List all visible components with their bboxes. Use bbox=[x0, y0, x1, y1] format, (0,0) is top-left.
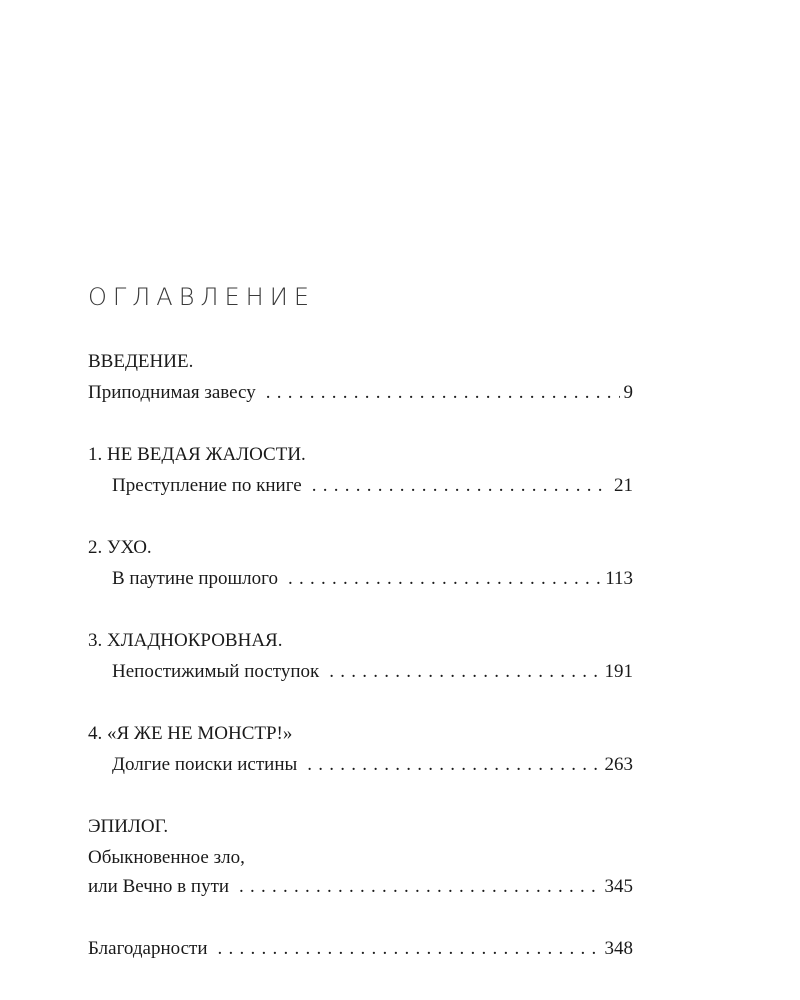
dot-leader bbox=[288, 564, 601, 593]
toc-line-text: Обыкновенное зло, bbox=[88, 847, 245, 868]
dot-leader bbox=[329, 657, 600, 686]
toc-line[interactable] bbox=[88, 657, 633, 686]
toc-line-text: или Вечно в пути bbox=[88, 876, 230, 897]
toc-entry-introduction bbox=[88, 347, 633, 407]
toc-entry-chapter-2 bbox=[88, 533, 633, 593]
toc-heading: 3. ХЛАДНОКРОВНАЯ. bbox=[88, 630, 283, 651]
page-number: 191 bbox=[604, 661, 633, 682]
page-number: 113 bbox=[605, 568, 633, 589]
toc-line[interactable] bbox=[88, 564, 633, 593]
toc-entry-chapter-3 bbox=[88, 626, 633, 686]
toc-heading: 4. «Я ЖЕ НЕ МОНСТР!» bbox=[88, 723, 293, 744]
toc-line-text: Приподнимая завесу bbox=[88, 382, 256, 403]
toc-heading: 1. НЕ ВЕДАЯ ЖАЛОСТИ. bbox=[88, 444, 306, 465]
dot-leader bbox=[266, 378, 620, 407]
toc-entry-chapter-4 bbox=[88, 719, 633, 779]
toc-line[interactable] bbox=[88, 378, 633, 407]
toc-line-text: Преступление по книге bbox=[112, 475, 302, 496]
toc-entry-epilogue bbox=[88, 812, 633, 901]
toc-entry-chapter-1 bbox=[88, 440, 633, 500]
table-of-contents bbox=[88, 347, 633, 963]
toc-line-text: Долгие поиски истины bbox=[112, 754, 298, 775]
page-number: 345 bbox=[604, 876, 633, 897]
dot-leader bbox=[218, 934, 601, 963]
toc-line[interactable] bbox=[88, 934, 633, 963]
toc-line[interactable] bbox=[88, 471, 633, 500]
toc-line-text: Непостижимый поступок bbox=[112, 661, 320, 682]
toc-line[interactable] bbox=[88, 872, 633, 901]
page-number: 9 bbox=[623, 382, 633, 403]
dot-leader bbox=[307, 750, 600, 779]
page-number: 348 bbox=[604, 938, 633, 959]
toc-line-text: В паутине прошлого bbox=[112, 568, 278, 589]
page-number: 263 bbox=[604, 754, 633, 775]
toc-line-text: Благодарности bbox=[88, 938, 208, 959]
toc-heading: ЭПИЛОГ. bbox=[88, 816, 169, 837]
toc-entry-acknowledgements bbox=[88, 934, 633, 963]
dot-leader bbox=[239, 872, 600, 901]
dot-leader bbox=[312, 471, 610, 500]
toc-heading: ВВЕДЕНИЕ. bbox=[88, 351, 194, 372]
toc-line bbox=[88, 843, 633, 872]
toc-heading: 2. УХО. bbox=[88, 537, 152, 558]
page-title: ОГЛАВЛЕНИЕ bbox=[88, 283, 315, 311]
toc-line[interactable] bbox=[88, 750, 633, 779]
page-number: 21 bbox=[614, 475, 633, 496]
